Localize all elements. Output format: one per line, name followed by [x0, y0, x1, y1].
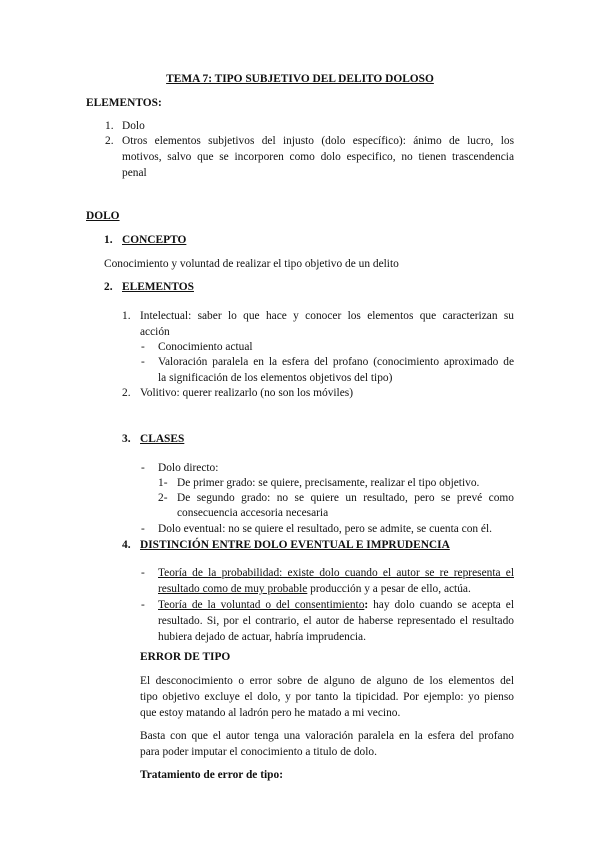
intelectual-line: acción — [140, 326, 170, 338]
conocimiento-actual: Conocimiento actual — [158, 341, 253, 353]
probabilidad-underlined: resultado como de muy probable — [158, 583, 308, 595]
dash: - — [141, 356, 145, 368]
teoria-probabilidad-line — [158, 582, 471, 598]
volitivo-text: Volitivo: querer realizarlo (no son los móviles) — [140, 387, 354, 399]
voluntad-rest: hay dolo cuando se acepta el — [368, 599, 514, 611]
dash: - — [141, 523, 145, 535]
dolo-heading: DOLO — [86, 210, 120, 222]
error-tipo-paragraph-line: tipo objetivo excluye el dolo, y por tanto la tipicidad. Por ejemplo: yo pienso — [140, 691, 514, 703]
dolo-directo: Dolo directo: — [158, 462, 219, 474]
teoria-probabilidad-line: Teoría de la probabilidad: existe dolo cuando el autor se re representa el — [158, 567, 514, 579]
basta-paragraph-line: para poder imputar el conocimiento a titulo de dolo. — [140, 746, 377, 758]
voluntad-colon: : — [364, 599, 369, 611]
basta-paragraph-line: Basta con que el autor tenga una valoración paralela en la esfera del profano — [140, 730, 514, 742]
teoria-voluntad-line: hubiera dejado de actuar, habría imprudencia. — [158, 631, 366, 643]
list-item-otros-line: Otros elementos subjetivos del injusto (dolo específico): ánimo de lucro, los — [122, 135, 514, 147]
section-number: 2. — [104, 281, 113, 293]
list-number: 2. — [122, 387, 131, 399]
list-number: 1. — [122, 310, 131, 322]
document-title: TEMA 7: TIPO SUBJETIVO DEL DELITO DOLOSO — [166, 73, 434, 85]
dash: - — [141, 567, 145, 579]
list-number: 1. — [105, 120, 114, 132]
elementos-subheading: ELEMENTOS — [122, 281, 194, 293]
section-number: 1. — [104, 234, 113, 246]
valoracion-line: la significación de los elementos objetivos del tipo) — [158, 372, 393, 384]
concepto-heading: CONCEPTO — [122, 234, 187, 246]
error-tipo-paragraph-line: El desconocimiento o error sobre de alguno de alguno de los elementos del — [140, 675, 514, 687]
list-item-otros-line: penal — [122, 167, 147, 179]
voluntad-underlined: Teoría de la voluntad o del consentimiento — [158, 599, 365, 611]
distincion-heading: DISTINCIÓN ENTRE DOLO EVENTUAL E IMPRUDENCIA — [140, 539, 450, 551]
probabilidad-rest: producción y a pesar de ello, actúa. — [307, 583, 471, 595]
dash: - — [141, 462, 145, 474]
tratamiento-heading: Tratamiento de error de tipo: — [140, 769, 283, 781]
concepto-text: Conocimiento y voluntad de realizar el tipo objetivo de un delito — [104, 258, 399, 270]
primer-grado: De primer grado: se quiere, precisamente, realizar el tipo objetivo. — [177, 477, 480, 489]
list-item-dolo: Dolo — [122, 120, 145, 132]
teoria-voluntad-line: resultado. Si, por el contrario, el autor de haberse representado el resultado — [158, 615, 514, 627]
clases-heading: CLASES — [140, 433, 185, 445]
segundo-grado-line: consecuencia accesoria necesaria — [177, 507, 329, 519]
valoracion-line: Valoración paralela en la esfera del profano (conocimiento aproximado de — [158, 356, 514, 368]
section-number: 3. — [122, 433, 131, 445]
error-tipo-heading: ERROR DE TIPO — [140, 651, 231, 663]
segundo-grado-line: De segundo grado: no se quiere un resultado, pero se prevé como — [177, 492, 514, 504]
section-number: 4. — [122, 539, 131, 551]
list-item-otros-line: motivos, salvo que se incorporen como dolo especifico, no tienen trascendencia — [122, 151, 514, 163]
grado-number: 1- — [158, 477, 168, 489]
elementos-heading: ELEMENTOS: — [86, 97, 162, 109]
error-tipo-paragraph-line: que estoy matando al ladrón pero he matado a mi vecino. — [140, 707, 401, 719]
dolo-eventual: Dolo eventual: no se quiere el resultado, pero se admite, se cuenta con él. — [158, 523, 493, 535]
list-number: 2. — [105, 135, 114, 147]
grado-number: 2- — [158, 492, 168, 504]
teoria-voluntad-line — [158, 598, 514, 614]
intelectual-line: Intelectual: saber lo que hace y conocer los elementos que caracterizan su — [140, 310, 514, 322]
dash: - — [141, 341, 145, 353]
dash: - — [141, 599, 145, 611]
